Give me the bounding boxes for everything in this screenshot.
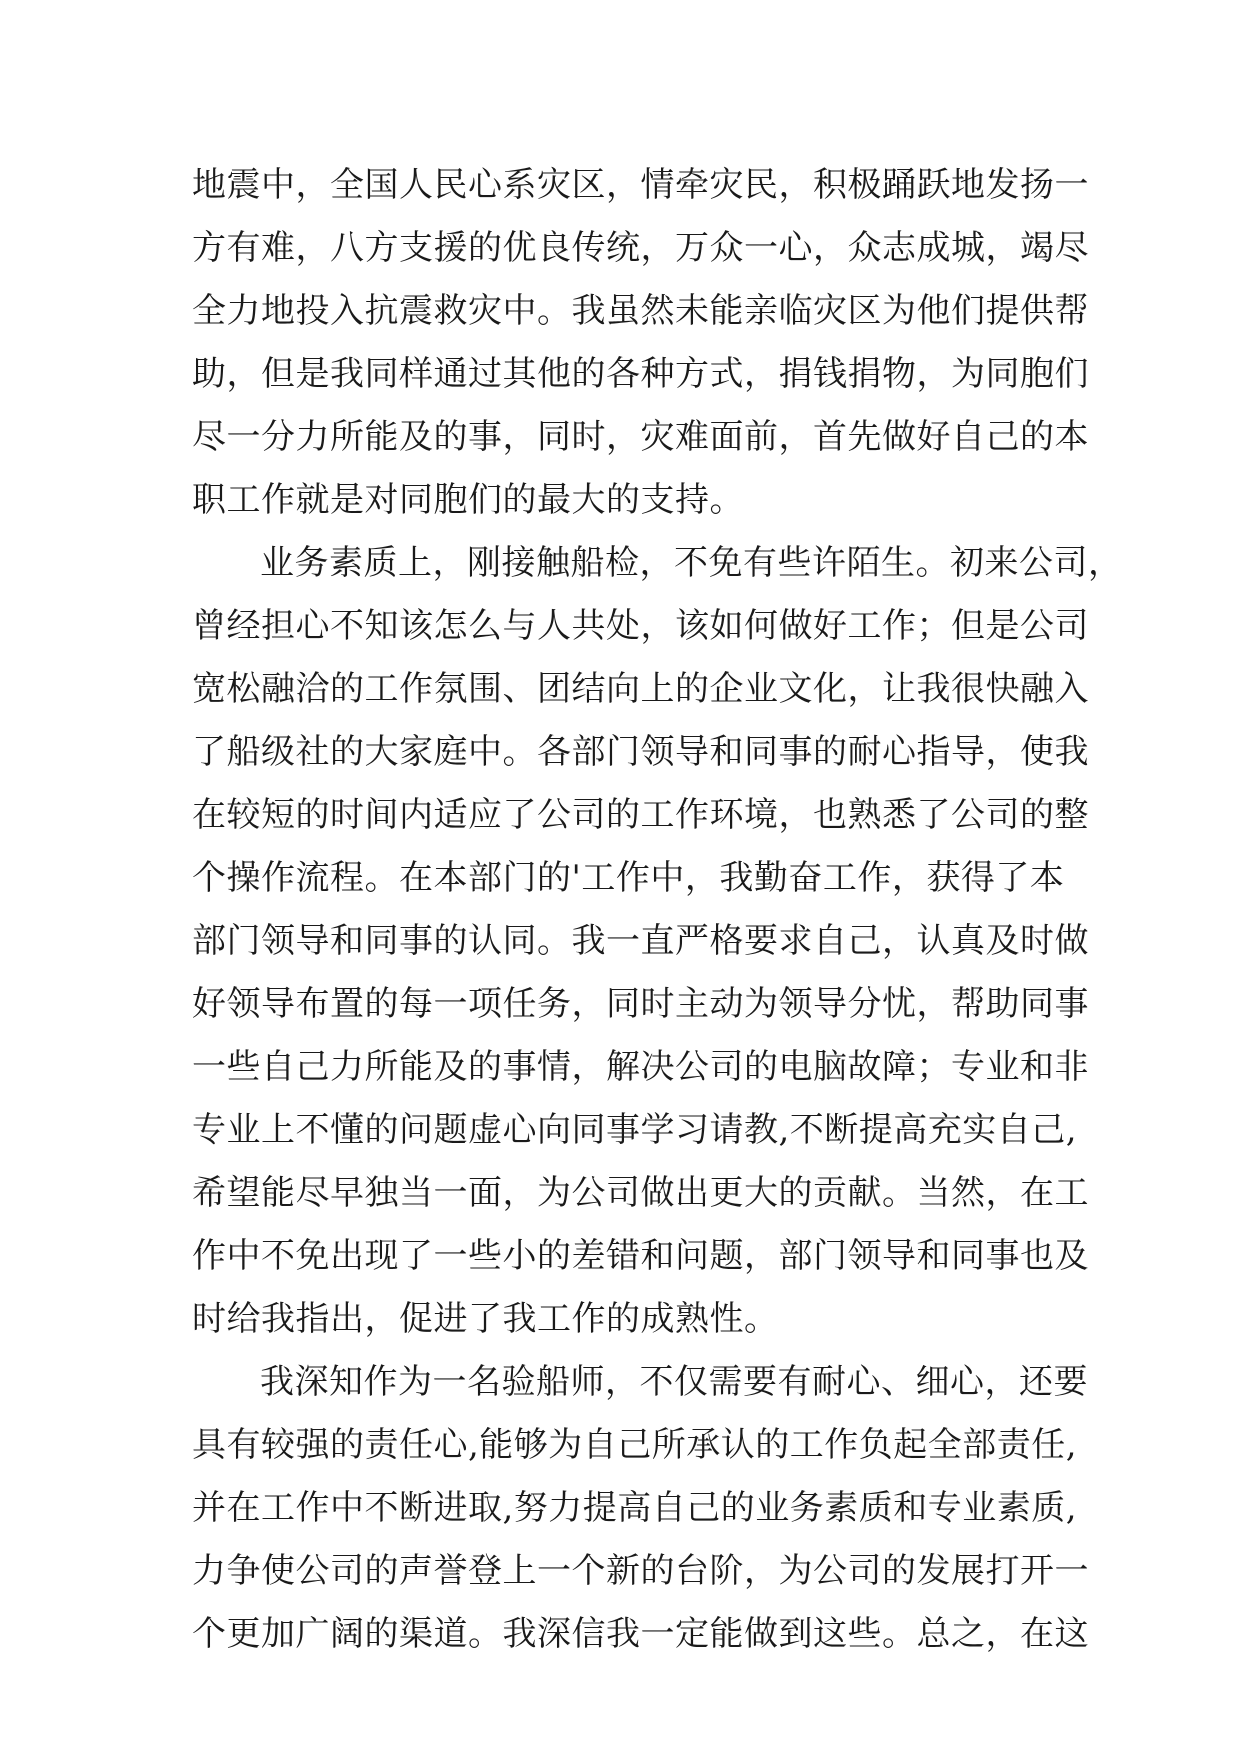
text-line: 我深知作为一名验船师，不仅需要有耐心、细心，还要 <box>260 1362 1088 1402</box>
text-line: 曾经担心不知该怎么与人共处，该如何做好工作；但是公司 <box>192 606 1089 646</box>
text-line: 尽一分力所能及的事，同时，灾难面前，首先做好自己的本 <box>192 417 1089 457</box>
text-line: 了船级社的大家庭中。各部门领导和同事的耐心指导，使我 <box>192 732 1089 772</box>
text-line: 具有较强的责任心,能够为自己所承认的工作负起全部责任, <box>192 1425 1078 1465</box>
paragraph-2 <box>192 532 1123 1351</box>
text-line: 个操作流程。在本部门的'工作中，我勤奋工作，获得了本 <box>192 858 1065 898</box>
text-line: 部门领导和同事的认同。我一直严格要求自己，认真及时做 <box>192 921 1089 961</box>
text-line: 并在工作中不断进取,努力提高自己的业务素质和专业素质, <box>192 1488 1078 1528</box>
text-line: 业务素质上，刚接触船检，不免有些许陌生。初来公司， <box>260 543 1123 583</box>
text-line: 在较短的时间内适应了公司的工作环境，也熟悉了公司的整 <box>192 795 1089 835</box>
text-line: 助，但是我同样通过其他的各种方式，捐钱捐物，为同胞们 <box>192 354 1089 394</box>
text-line: 全力地投入抗震救灾中。我虽然未能亲临灾区为他们提供帮 <box>192 291 1089 331</box>
text-line: 专业上不懂的问题虚心向同事学习请教,不断提高充实自己, <box>192 1110 1078 1150</box>
text-line: 希望能尽早独当一面，为公司做出更大的贡献。当然，在工 <box>192 1173 1089 1213</box>
text-line: 地震中，全国人民心系灾区，情牵灾民，积极踊跃地发扬一 <box>192 165 1089 205</box>
paragraph-1 <box>192 154 1089 532</box>
text-line: 方有难，八方支援的优良传统，万众一心，众志成城，竭尽 <box>192 228 1089 268</box>
paragraph-3 <box>192 1351 1089 1666</box>
text-line: 个更加广阔的渠道。我深信我一定能做到这些。总之，在这 <box>192 1614 1089 1654</box>
text-line: 宽松融洽的工作氛围、团结向上的企业文化，让我很快融入 <box>192 669 1089 709</box>
text-line: 时给我指出，促进了我工作的成熟性。 <box>192 1299 779 1339</box>
text-line: 职工作就是对同胞们的最大的支持。 <box>192 480 744 520</box>
text-line: 一些自己力所能及的事情，解决公司的电脑故障；专业和非 <box>192 1047 1089 1087</box>
text-line: 力争使公司的声誉登上一个新的台阶，为公司的发展打开一 <box>192 1551 1089 1591</box>
text-line: 作中不免出现了一些小的差错和问题，部门领导和同事也及 <box>192 1236 1089 1276</box>
document-body <box>192 154 1123 1666</box>
text-line: 好领导布置的每一项任务，同时主动为领导分忧，帮助同事 <box>192 984 1089 1024</box>
